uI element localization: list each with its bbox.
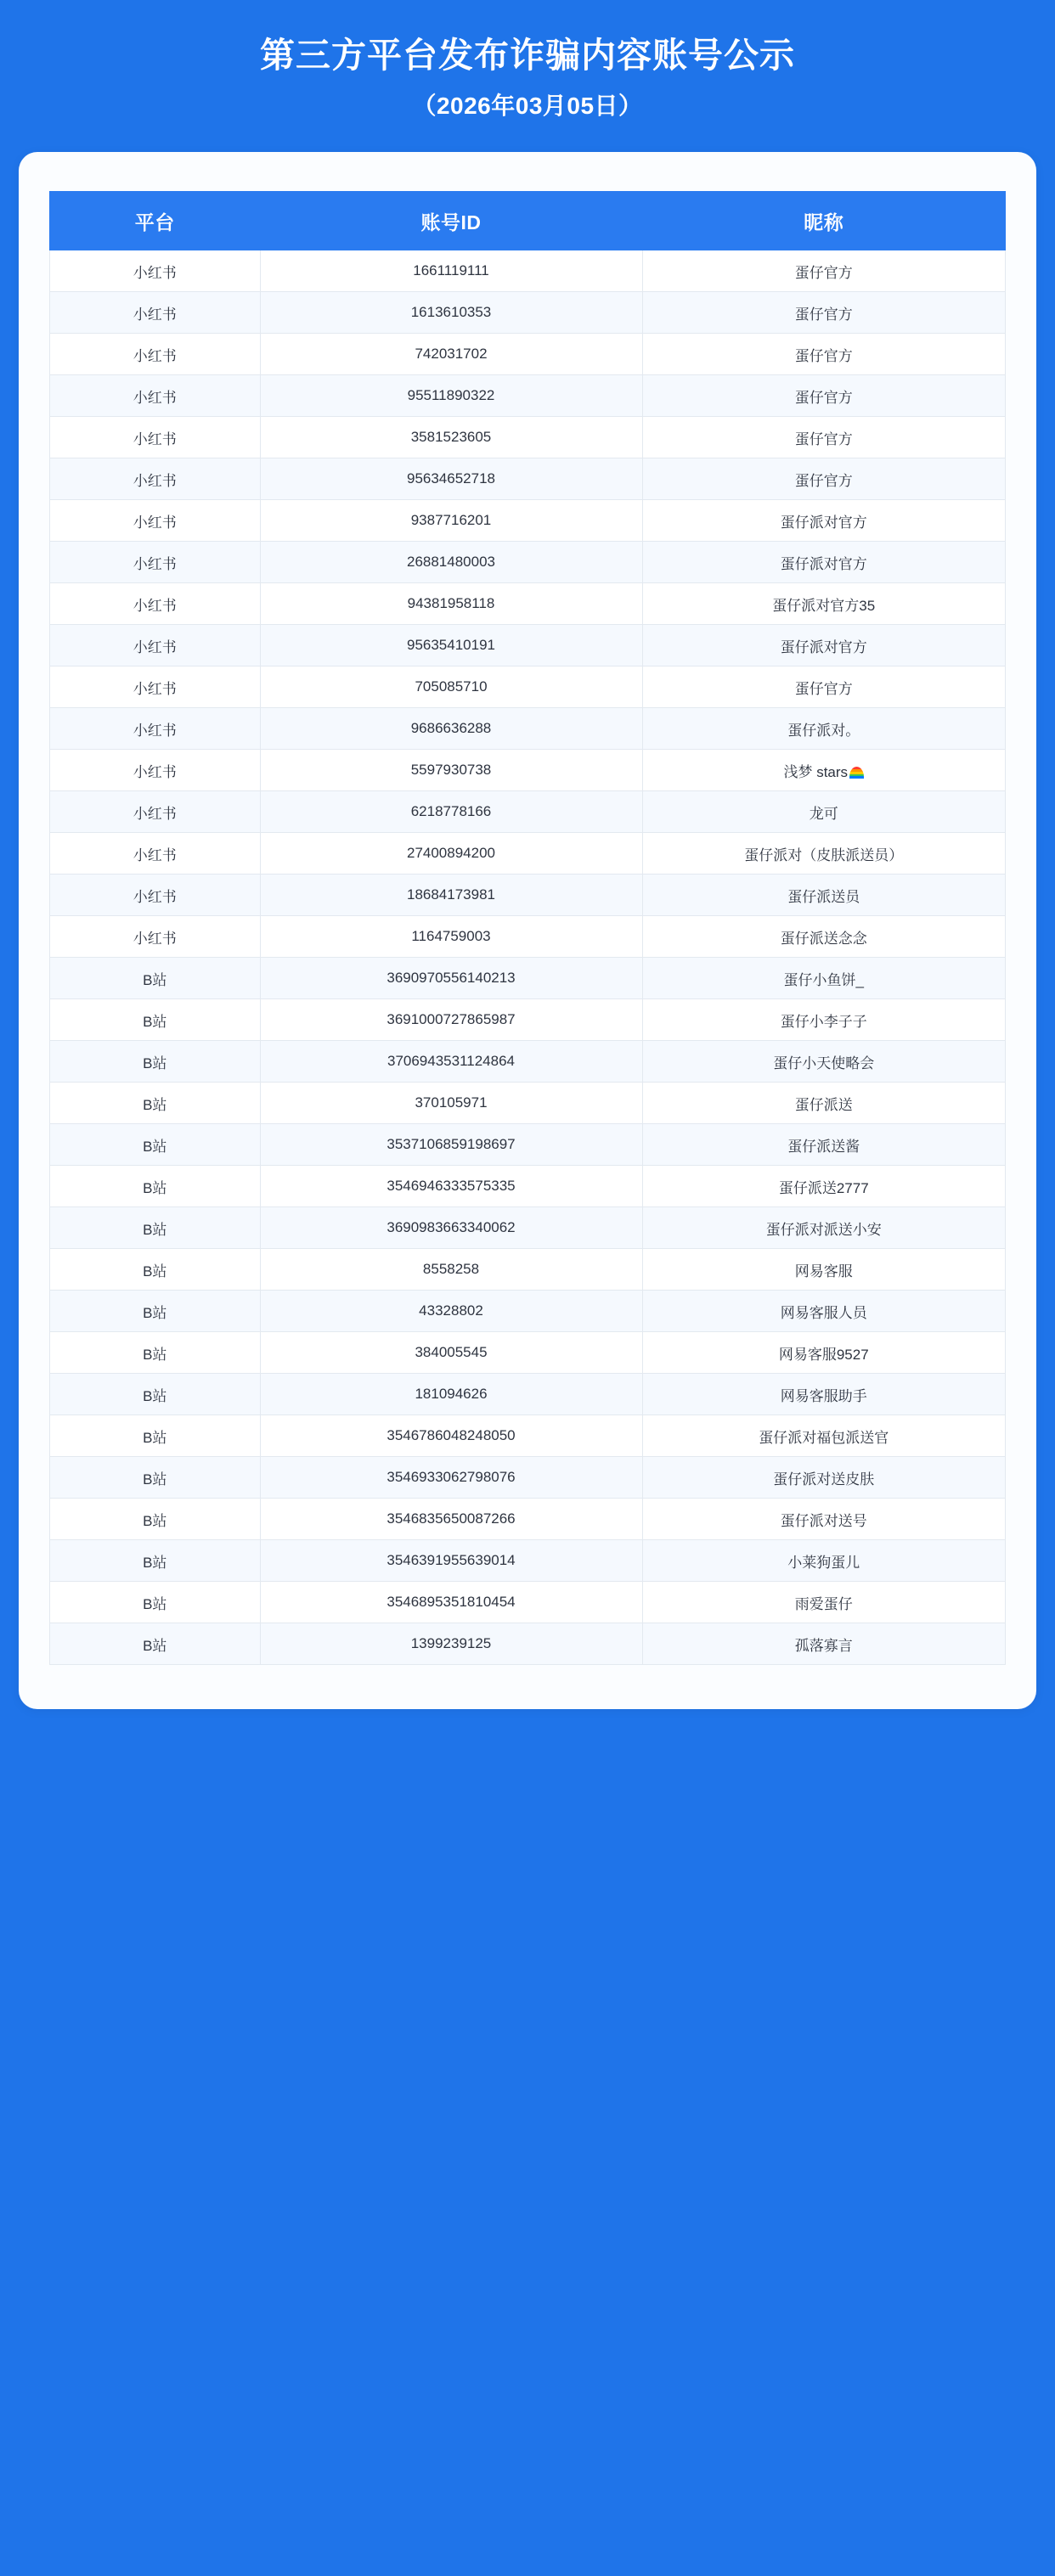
cell-account-id: 3690983663340062 [260, 1207, 642, 1249]
cell-account-id: 6218778166 [260, 791, 642, 833]
cell-account-id: 3546786048248050 [260, 1415, 642, 1457]
cell-platform: 小红书 [50, 542, 261, 583]
table-row [50, 458, 1006, 500]
cell-nickname: 网易客服人员 [642, 1291, 1006, 1332]
cell-account-id: 384005545 [260, 1332, 642, 1374]
table-row [50, 542, 1006, 583]
table-row [50, 833, 1006, 875]
cell-nickname: 雨爱蛋仔 [642, 1582, 1006, 1623]
cell-nickname: 蛋仔官方 [642, 334, 1006, 375]
table-row [50, 1623, 1006, 1665]
page-title: 第三方平台发布诈骗内容账号公示 [260, 36, 795, 75]
cell-platform: 小红书 [50, 875, 261, 916]
cell-platform: 小红书 [50, 708, 261, 750]
cell-nickname: 蛋仔官方 [642, 417, 1006, 458]
cell-platform: B站 [50, 1166, 261, 1207]
table-row [50, 1207, 1006, 1249]
cell-platform: 小红书 [50, 334, 261, 375]
cell-nickname: 网易客服助手 [642, 1374, 1006, 1415]
cell-nickname: 龙可 [642, 791, 1006, 833]
table-row [50, 1249, 1006, 1291]
table-row [50, 1415, 1006, 1457]
page-header [0, 0, 1055, 121]
accounts-table [49, 191, 1006, 1665]
cell-platform: 小红书 [50, 791, 261, 833]
cell-platform: B站 [50, 1291, 261, 1332]
cell-platform: B站 [50, 1415, 261, 1457]
cell-nickname: 蛋仔官方 [642, 458, 1006, 500]
table-header [50, 192, 1006, 250]
cell-account-id: 3546933062798076 [260, 1457, 642, 1499]
cell-nickname: 蛋仔派对官方35 [642, 583, 1006, 625]
cell-account-id: 94381958118 [260, 583, 642, 625]
cell-platform: B站 [50, 1540, 261, 1582]
cell-nickname: 蛋仔派送员 [642, 875, 1006, 916]
cell-account-id: 3706943531124864 [260, 1041, 642, 1083]
cell-platform: B站 [50, 1623, 261, 1665]
cell-platform: B站 [50, 1582, 261, 1623]
cell-nickname: 蛋仔官方 [642, 666, 1006, 708]
cell-platform: 小红书 [50, 250, 261, 292]
table-row [50, 1041, 1006, 1083]
cell-account-id: 43328802 [260, 1291, 642, 1332]
column-header-account-id: 账号ID [260, 192, 642, 250]
cell-account-id: 18684173981 [260, 875, 642, 916]
content-card [19, 152, 1036, 1709]
cell-platform: B站 [50, 1249, 261, 1291]
table-row [50, 1332, 1006, 1374]
cell-account-id: 27400894200 [260, 833, 642, 875]
cell-account-id: 1661119111 [260, 250, 642, 292]
table-row [50, 583, 1006, 625]
cell-account-id: 705085710 [260, 666, 642, 708]
table-row [50, 1166, 1006, 1207]
cell-platform: 小红书 [50, 916, 261, 958]
table-row [50, 375, 1006, 417]
cell-account-id: 1399239125 [260, 1623, 642, 1665]
cell-nickname: 蛋仔派对（皮肤派送员） [642, 833, 1006, 875]
table-row [50, 625, 1006, 666]
table-row [50, 1124, 1006, 1166]
cell-nickname: 网易客服 [642, 1249, 1006, 1291]
cell-nickname: 蛋仔派对官方 [642, 625, 1006, 666]
table-row [50, 708, 1006, 750]
table-row [50, 334, 1006, 375]
cell-account-id: 3581523605 [260, 417, 642, 458]
table-row [50, 916, 1006, 958]
cell-nickname: 蛋仔官方 [642, 292, 1006, 334]
cell-nickname: 蛋仔派对。 [642, 708, 1006, 750]
table-row [50, 999, 1006, 1041]
cell-nickname: 蛋仔派对派送小安 [642, 1207, 1006, 1249]
cell-nickname: 浅梦 stars [642, 750, 1006, 791]
cell-nickname: 蛋仔派对福包派送官 [642, 1415, 1006, 1457]
cell-nickname: 孤落寡言 [642, 1623, 1006, 1665]
cell-platform: B站 [50, 999, 261, 1041]
cell-account-id: 3691000727865987 [260, 999, 642, 1041]
cell-platform: 小红书 [50, 500, 261, 542]
cell-nickname: 蛋仔官方 [642, 375, 1006, 417]
column-header-nickname: 昵称 [642, 192, 1006, 250]
cell-platform: 小红书 [50, 750, 261, 791]
table-row [50, 417, 1006, 458]
cell-account-id: 181094626 [260, 1374, 642, 1415]
cell-platform: B站 [50, 1332, 261, 1374]
cell-nickname: 小莱狗蛋儿 [642, 1540, 1006, 1582]
table-row [50, 1291, 1006, 1332]
cell-platform: B站 [50, 1207, 261, 1249]
cell-platform: 小红书 [50, 666, 261, 708]
cell-nickname: 蛋仔派送2777 [642, 1166, 1006, 1207]
rainbow-emoji-icon [849, 767, 864, 779]
cell-platform: B站 [50, 958, 261, 999]
cell-account-id: 95635410191 [260, 625, 642, 666]
cell-account-id: 3546946333575335 [260, 1166, 642, 1207]
cell-platform: B站 [50, 1499, 261, 1540]
cell-account-id: 8558258 [260, 1249, 642, 1291]
cell-platform: 小红书 [50, 417, 261, 458]
cell-account-id: 742031702 [260, 334, 642, 375]
table-row [50, 791, 1006, 833]
cell-account-id: 26881480003 [260, 542, 642, 583]
cell-account-id: 3690970556140213 [260, 958, 642, 999]
page-subtitle: （2026年03月05日） [412, 93, 643, 120]
table-row [50, 750, 1006, 791]
cell-nickname: 蛋仔小鱼饼_ [642, 958, 1006, 999]
cell-nickname: 蛋仔小李子子 [642, 999, 1006, 1041]
cell-platform: B站 [50, 1457, 261, 1499]
cell-platform: 小红书 [50, 292, 261, 334]
cell-nickname: 网易客服9527 [642, 1332, 1006, 1374]
cell-account-id: 3537106859198697 [260, 1124, 642, 1166]
table-row [50, 292, 1006, 334]
cell-account-id: 95511890322 [260, 375, 642, 417]
cell-platform: 小红书 [50, 375, 261, 417]
cell-nickname: 蛋仔官方 [642, 250, 1006, 292]
cell-platform: B站 [50, 1374, 261, 1415]
cell-platform: 小红书 [50, 458, 261, 500]
cell-account-id: 3546835650087266 [260, 1499, 642, 1540]
cell-platform: B站 [50, 1083, 261, 1124]
cell-nickname: 蛋仔派对送号 [642, 1499, 1006, 1540]
table-row [50, 1083, 1006, 1124]
cell-account-id: 95634652718 [260, 458, 642, 500]
table-row [50, 958, 1006, 999]
cell-account-id: 1164759003 [260, 916, 642, 958]
table-row [50, 875, 1006, 916]
table-row [50, 1582, 1006, 1623]
table-header-row [50, 192, 1006, 250]
cell-nickname: 蛋仔派对官方 [642, 542, 1006, 583]
cell-account-id: 3546895351810454 [260, 1582, 642, 1623]
table-row [50, 1540, 1006, 1582]
cell-nickname: 蛋仔派送 [642, 1083, 1006, 1124]
cell-nickname: 蛋仔派对送皮肤 [642, 1457, 1006, 1499]
table-row [50, 500, 1006, 542]
table-row [50, 1499, 1006, 1540]
column-header-platform: 平台 [50, 192, 261, 250]
cell-nickname: 蛋仔派送念念 [642, 916, 1006, 958]
cell-platform: B站 [50, 1124, 261, 1166]
table-row [50, 666, 1006, 708]
cell-platform: 小红书 [50, 583, 261, 625]
cell-account-id: 9686636288 [260, 708, 642, 750]
table-row [50, 250, 1006, 292]
cell-nickname: 蛋仔派对官方 [642, 500, 1006, 542]
table-row [50, 1457, 1006, 1499]
cell-nickname: 蛋仔派送酱 [642, 1124, 1006, 1166]
table-row [50, 1374, 1006, 1415]
cell-nickname: 蛋仔小天使略会 [642, 1041, 1006, 1083]
cell-account-id: 1613610353 [260, 292, 642, 334]
cell-platform: B站 [50, 1041, 261, 1083]
cell-account-id: 370105971 [260, 1083, 642, 1124]
table-body [50, 250, 1006, 1665]
cell-account-id: 3546391955639014 [260, 1540, 642, 1582]
cell-platform: 小红书 [50, 833, 261, 875]
cell-platform: 小红书 [50, 625, 261, 666]
cell-account-id: 5597930738 [260, 750, 642, 791]
cell-account-id: 9387716201 [260, 500, 642, 542]
